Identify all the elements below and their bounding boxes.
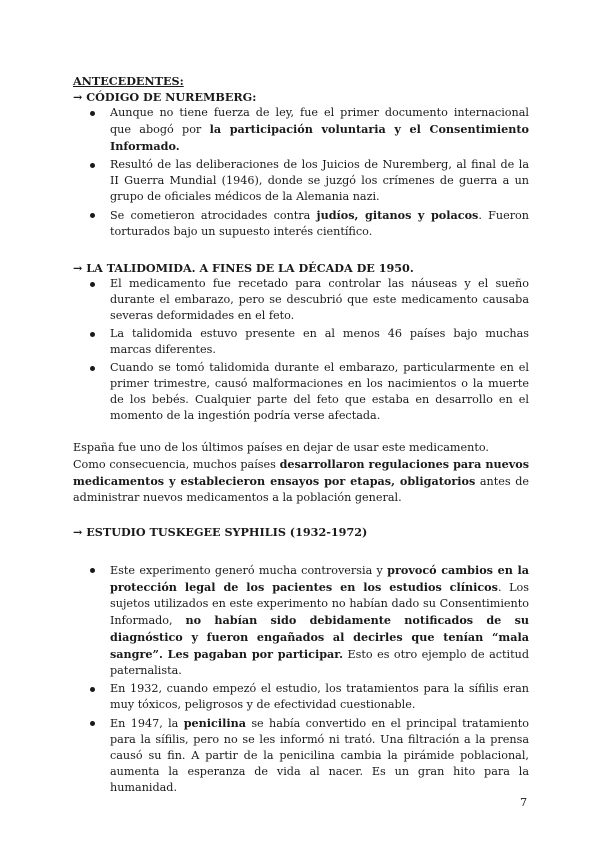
talidomida-list (73, 276, 529, 424)
nuremberg-list (73, 105, 529, 240)
page-number: 7 (520, 796, 528, 809)
list-item: Aunque no tiene fuerza de ley, fue el primer documento internacional que abogó por la participación voluntaria y el Consentimiento Informado. (110, 106, 529, 153)
tuskegee-list (73, 562, 529, 796)
list-item: Resultó de las deliberaciones de los Juicios de Nuremberg, al final de la II Guerra Mundial (1946), donde se juzgó los crímenes de guerra a un grupo de oficiales médicos de la Alemania nazi. (110, 158, 529, 203)
list-item: En 1932, cuando empezó el estudio, los tratamientos para la sífilis eran muy tóxicos, peligrosos y de efectividad cuestionable. (110, 682, 529, 711)
section-heading-tuskegee: → ESTUDIO TUSKEGEE SYPHILIS (1932-1972) (73, 525, 368, 539)
list-item: En 1947, la penicilina se había convertido en el principal tratamiento para la sífilis, pero no se les informó ni trató. Una filtración a la prensa causó su fin. A partir de la penicilina cambia la pirámide poblacional, aumenta la esperanza de vida al nacer. Es un gran hito para la humanidad. (110, 716, 529, 794)
list-item: Se cometieron atrocidades contra judíos, gitanos y polacos. Fueron torturados bajo un supuesto interés científico. (110, 208, 529, 238)
section-heading-talidomida: → LA TALIDOMIDA. A FINES DE LA DÉCADA DE 1950. (73, 261, 414, 275)
paragraph: España fue uno de los últimos países en dejar de usar este medicamento. (73, 441, 489, 454)
list-item: El medicamento fue recetado para controlar las náuseas y el sueño durante el embarazo, pero se descubrió que este medicamento causaba severas deformidades en el feto. (110, 277, 529, 322)
paragraph: Como consecuencia, muchos países desarrollaron regulaciones para nuevos medicamentos y establecieron ensayos por etapas, obligatorios antes de administrar nuevos medicamentos a la población general. (73, 457, 529, 504)
list-item: Cuando se tomó talidomida durante el embarazo, particularmente en el primer trimestre, causó malformaciones en los nacimientos o la muerte de los bebés. Cualquier parte del feto que estaba en desarrollo en el momento de la ingestión podría verse afectada. (110, 361, 529, 422)
page-title: ANTECEDENTES: (73, 74, 184, 88)
list-item: La talidomida estuvo presente en al menos 46 países bajo muchas marcas diferentes. (110, 327, 529, 356)
section-heading-nuremberg: → CÓDIGO DE NUREMBERG: (73, 90, 257, 104)
list-item: Este experimento generó mucha controversia y provocó cambios en la protección legal de los pacientes en los estudios clínicos. Los sujetos utilizados en este experimento no habían dado su Consentimiento Informado, no habían sido debidamente notificados de su diagnóstico y fueron engañados al decirles que tenían “mala sangre”. Les pagaban por participar. Esto es otro ejemplo de actitud paternalista. (110, 563, 529, 677)
page-content (73, 73, 529, 798)
